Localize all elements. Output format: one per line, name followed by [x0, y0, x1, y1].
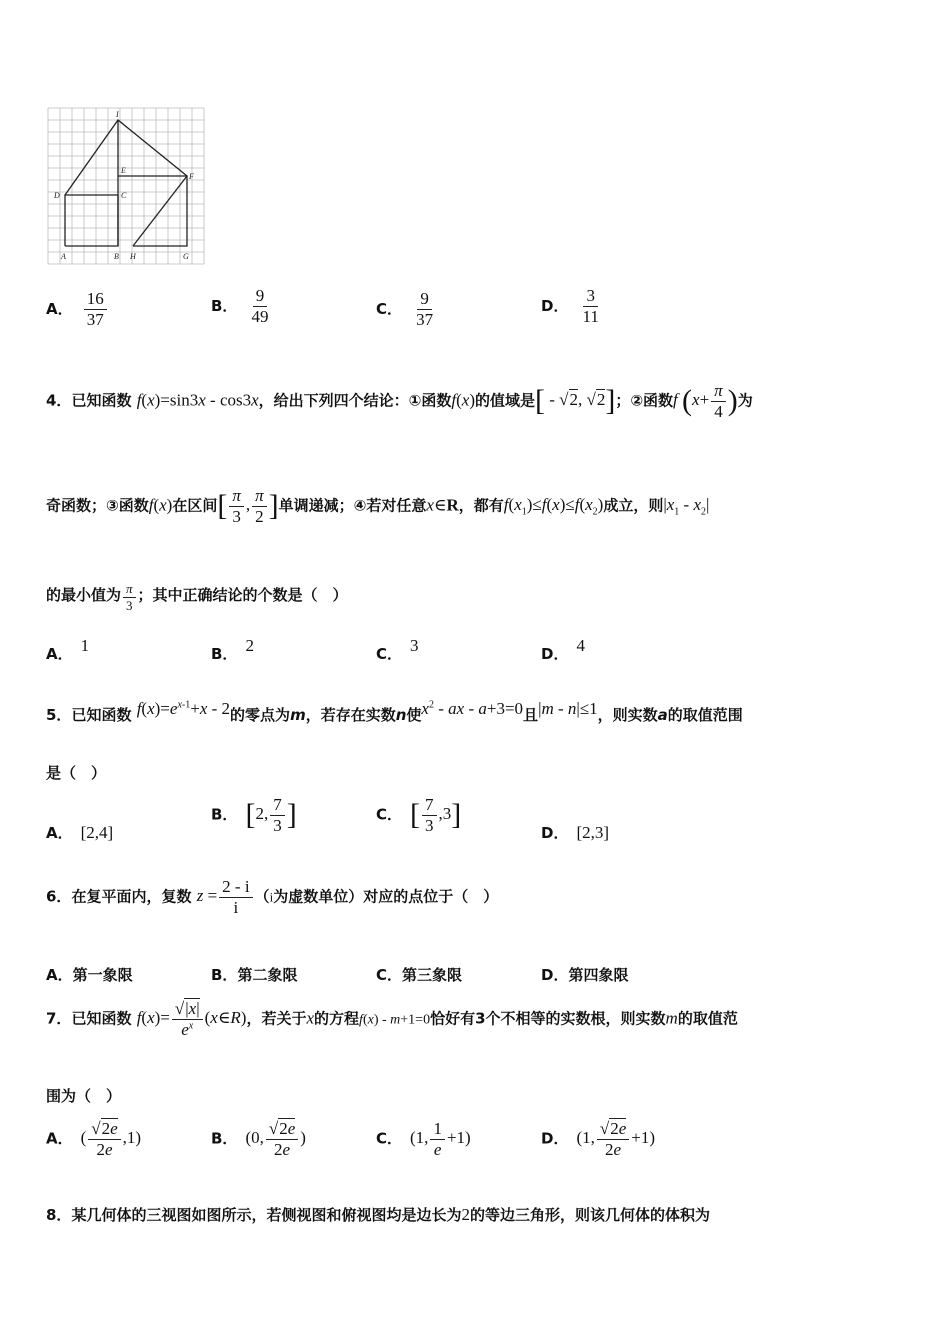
q5-text: 的零点为 [230, 706, 291, 724]
q3-option-b[interactable] [211, 287, 274, 326]
label-C: C [121, 191, 127, 200]
option-label: A． [46, 645, 73, 663]
option-value: [2,3] [576, 823, 610, 842]
q7-text: 围为（ ） [46, 1087, 122, 1105]
q5-text: ，若存在实数 [305, 706, 396, 724]
q6-option-c[interactable] [376, 964, 462, 985]
option-label: C． [376, 645, 403, 663]
label-A: A [61, 252, 66, 261]
geometry-figure [44, 104, 210, 272]
q7-option-d[interactable] [541, 1120, 655, 1159]
option-value: 1 [80, 636, 90, 655]
q4-text: 在区间 [172, 496, 218, 515]
formula: f (x+ $\frac{\pi}{4}$ ) [673, 381, 738, 421]
question-number: 6． [46, 887, 72, 906]
q4-line-2 [46, 487, 709, 526]
q6-text: 为虚数单位）对应的点位于（ ） [273, 887, 499, 906]
label-G: G [183, 252, 189, 261]
q5-text: 已知函数 [71, 706, 132, 724]
label-I: I [116, 110, 119, 119]
q8-line-1 [46, 1204, 710, 1225]
q6-line-1: 6．在复平面内，复数 z = $\frac{2 - i}{i}$ （i为虚数单位）对应的点位于（ ） [46, 877, 499, 917]
option-label: B． [211, 645, 238, 663]
figure-lines [65, 120, 187, 246]
formula: f(x)=sin3x - cos3x [136, 390, 259, 410]
q5-option-d[interactable] [541, 822, 609, 843]
q4-text: 已知函数 [71, 391, 132, 410]
q4-line-3 [46, 582, 348, 612]
q8-value: 2 [461, 1205, 470, 1224]
q4-option-c[interactable] [376, 636, 419, 664]
option-label: D． [541, 296, 569, 315]
q4-option-a[interactable] [46, 636, 90, 664]
question-number: 5． [46, 706, 72, 724]
formula: [ $\frac{\pi}{3}$ , $\frac{\pi}{2}$ ] [217, 486, 279, 526]
q6-text: 在复平面内，复数 [71, 887, 192, 906]
q4-text: 的值域是 [474, 391, 535, 410]
formula: $x^2$ - ax - a+3=0 [421, 699, 524, 718]
option-label: B． [211, 1129, 238, 1148]
option-formula: ( $\frac{√2e}{2e}$ ,1) [80, 1119, 142, 1159]
denominator: 37 [86, 309, 104, 329]
q5-text: 的取值范围 [667, 706, 743, 724]
formula: x∈R [426, 495, 459, 515]
formula: [ - √2, √2] [535, 384, 616, 418]
label-H: H [130, 252, 136, 261]
q7-text: 已知函数 [71, 1009, 132, 1028]
numerator: 16 [84, 290, 107, 310]
option-label: B． [211, 966, 238, 984]
q7-line-2 [46, 1085, 121, 1106]
denominator: 37 [416, 309, 434, 329]
q3-option-c[interactable] [376, 290, 438, 329]
denominator: 49 [251, 306, 269, 326]
q3-option-d[interactable] [541, 287, 604, 326]
formula: $f(x_1)\le f(x)\le f(x_2)$ [503, 495, 604, 518]
option-label: A． [46, 824, 73, 842]
label-D: D [54, 191, 60, 200]
option-formula: [2, $\frac{7}{3}$ ] [245, 795, 297, 835]
option-value: 第一象限 [72, 966, 133, 984]
q3-option-a[interactable] [46, 290, 109, 329]
q8-text: 某几何体的三视图如图所示，若侧视图和俯视图均是边长为 [71, 1206, 462, 1224]
formula: f(x)= $\frac{√|x|}{e^x}$ (x∈R) [136, 999, 247, 1039]
formula: f(x) [451, 390, 475, 410]
q6-text: （ [254, 887, 270, 906]
question-number: 4． [46, 391, 72, 410]
option-label: D． [541, 824, 569, 842]
q4-line-1 [46, 382, 753, 421]
q5-option-b[interactable] [211, 796, 297, 835]
formula: |m - n|≤1 [538, 699, 598, 718]
q7-option-c[interactable] [376, 1120, 471, 1159]
formula: z = $\frac{2 - i}{i}$ [197, 886, 255, 905]
q4-text: 的最小值为 [46, 586, 122, 605]
q6-option-d[interactable] [541, 964, 628, 985]
formula: $|x_1 - x_2|$ [663, 495, 710, 518]
label-B: B [114, 252, 119, 261]
formula: f(x) [148, 495, 173, 515]
option-label: A． [46, 966, 73, 984]
option-formula: (1, $\frac{√2e}{2e}$ +1) [576, 1119, 656, 1159]
q5-option-a[interactable] [46, 822, 113, 843]
option-value: 3 [410, 636, 419, 655]
option-formula: (1, $\frac{1}{e}$ +1) [410, 1119, 471, 1159]
option-label: C． [376, 1129, 403, 1148]
formula: $\frac{\pi}{3}$ [121, 588, 138, 603]
option-label: A． [46, 1129, 73, 1148]
option-label: B． [211, 805, 238, 824]
option-label: C． [376, 805, 403, 824]
option-value: 第三象限 [402, 966, 463, 984]
q4-text: 成立，则 [603, 496, 664, 515]
q4-text: ，都有 [458, 496, 504, 515]
q7-text: 的取值范 [677, 1009, 738, 1028]
option-value: 4 [576, 636, 585, 655]
option-label: A． [46, 299, 73, 318]
denominator: 11 [582, 306, 599, 326]
q8-text: 的等边三角形，则该几何体的体积为 [469, 1206, 710, 1224]
option-label: D． [541, 966, 569, 984]
q7-text: 的方程 [314, 1009, 360, 1028]
question-number: 8． [46, 1206, 72, 1224]
q7-text: 恰好有3个不相等的实数根，则实数 [430, 1009, 666, 1028]
q4-text: ；其中正确结论的个数是（ ） [137, 586, 348, 605]
q5-text: 且 [523, 706, 539, 724]
q5-line-2 [46, 762, 106, 783]
q7-line-1: 7．已知函数 f(x)= $\frac{√|x|}{e^x}$ (x∈R)，若关于x的方程f(x) - m+1=0恰好有3个不相等的实数根，则实数m的取值范 [46, 999, 738, 1039]
q5-text: ，则实数 [597, 706, 658, 724]
q5-option-c[interactable] [376, 796, 461, 835]
option-value: 2 [245, 636, 254, 655]
q5-line-1: 5．已知函数 $f(x)=e^{x-1}+x - 2$的零点为m，若存在实数n使$x^2$ - ax - a+3=0且|m - n|≤1，则实数a的取值范围 [46, 699, 743, 724]
formula: $f(x)=e^{x-1}+x - 2$ [136, 699, 231, 718]
option-label: B． [211, 296, 238, 315]
q4-text: 单调递减；④若对任意 [278, 496, 427, 515]
numerator: 9 [253, 287, 268, 307]
q7-option-b[interactable] [211, 1120, 306, 1159]
q4-text: 为 [737, 391, 753, 410]
option-label: C． [376, 966, 403, 984]
option-value: 第二象限 [237, 966, 298, 984]
option-label: C． [376, 299, 403, 318]
q5-text: 使 [406, 706, 422, 724]
q4-text: ；②函数 [615, 391, 674, 410]
option-label: D． [541, 1129, 569, 1148]
label-E: E [121, 166, 126, 175]
q5-text: 是（ ） [46, 764, 107, 782]
label-F: F [189, 172, 194, 181]
q7-text: ，若关于 [246, 1009, 307, 1028]
option-formula: (0, $\frac{√2e}{2e}$ ) [245, 1119, 306, 1159]
q6-option-b[interactable] [211, 964, 297, 985]
q7-option-a[interactable] [46, 1120, 141, 1159]
option-formula: [ $\frac{7}{3}$ ,3] [410, 795, 462, 835]
option-value: [2,4] [80, 823, 114, 842]
numerator: 9 [417, 290, 432, 310]
question-number: 7． [46, 1009, 72, 1028]
q4-option-b[interactable] [211, 636, 254, 664]
option-label: D． [541, 645, 569, 663]
numerator: 3 [583, 287, 598, 307]
q6-option-a[interactable] [46, 964, 133, 985]
q4-text: ，给出下列四个结论：①函数 [258, 391, 452, 410]
option-value: 第四象限 [568, 966, 629, 984]
q4-text: 奇函数；③函数 [46, 496, 149, 515]
q4-option-d[interactable] [541, 636, 585, 664]
